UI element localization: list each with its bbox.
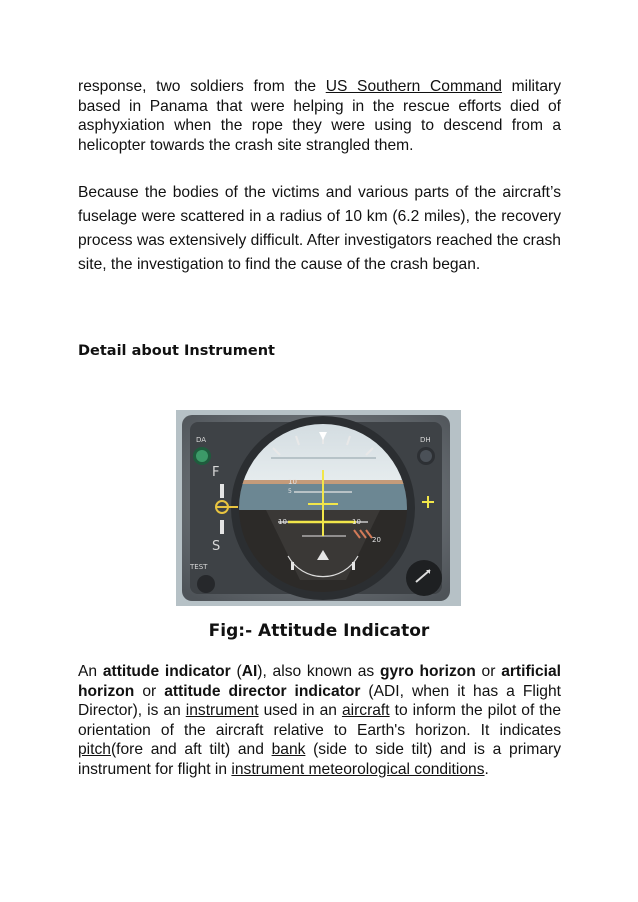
scale-label-f: F — [212, 465, 220, 480]
term: artificial horizon — [78, 663, 561, 700]
scale-label-s: S — [212, 539, 221, 554]
link-instrument[interactable]: instrument — [185, 702, 259, 720]
attitude-indicator-image — [176, 410, 461, 606]
text: ), also known as — [257, 663, 380, 680]
link-us-southern-command[interactable]: US Southern Command — [325, 78, 502, 95]
paragraph-rescue — [78, 77, 561, 155]
lamp-label-da: DA — [196, 436, 207, 444]
link-pitch[interactable]: pitch — [78, 741, 111, 759]
paragraph-attitude-indicator — [78, 662, 561, 780]
text: ( — [230, 663, 242, 680]
text: or — [475, 663, 502, 680]
pitch-label: 10 — [278, 518, 287, 526]
text: (ADI, when it has a Flight Director), is an — [78, 682, 561, 720]
lamp-label-dh: DH — [420, 436, 431, 444]
text: military based in Panama that were helping in the rescue efforts died of asphyxiation when the rope they were using to descend from a helicopter towards the crash site strangled them. — [78, 78, 562, 154]
term: AI — [241, 663, 258, 680]
pitch-label: 5 — [288, 488, 292, 495]
text: An — [78, 663, 103, 680]
test-label: TEST — [190, 563, 208, 571]
term: attitude indicator — [102, 663, 231, 680]
term: gyro horizon — [379, 663, 476, 680]
text: (fore and aft tilt) and — [110, 741, 272, 759]
text: (side to side tilt) and is a primary instrument for flight in — [78, 741, 561, 778]
text: or — [134, 682, 165, 700]
link-instrument-meteorological-conditions[interactable]: instrument meteorological conditions — [231, 760, 485, 778]
term: attitude director indicator — [164, 682, 361, 700]
pitch-label: 20 — [372, 536, 381, 544]
figure-caption: Fig:- Attitude Indicator — [208, 621, 430, 641]
pitch-label: 10 — [352, 518, 361, 526]
text: . — [484, 760, 489, 778]
link-bank[interactable]: bank — [271, 741, 306, 759]
text: response, two soldiers from the — [78, 78, 326, 95]
text: to inform the pilot of the orientation of the aircraft relative to Earth's horizon. It indicates — [78, 702, 561, 739]
text: used in an — [258, 702, 342, 720]
pitch-label: 10 — [288, 478, 297, 486]
paragraph-recovery: Because the bodies of the victims and various parts of the aircraft’s fuselage were scattered in a radius of 10 km (6.2 miles), the recovery process was extensively difficult. After investigators reached the crash site, the investigation to find the cause of the crash began. — [78, 184, 561, 273]
section-heading: Detail about Instrument — [78, 343, 275, 359]
link-aircraft[interactable]: aircraft — [341, 702, 390, 720]
